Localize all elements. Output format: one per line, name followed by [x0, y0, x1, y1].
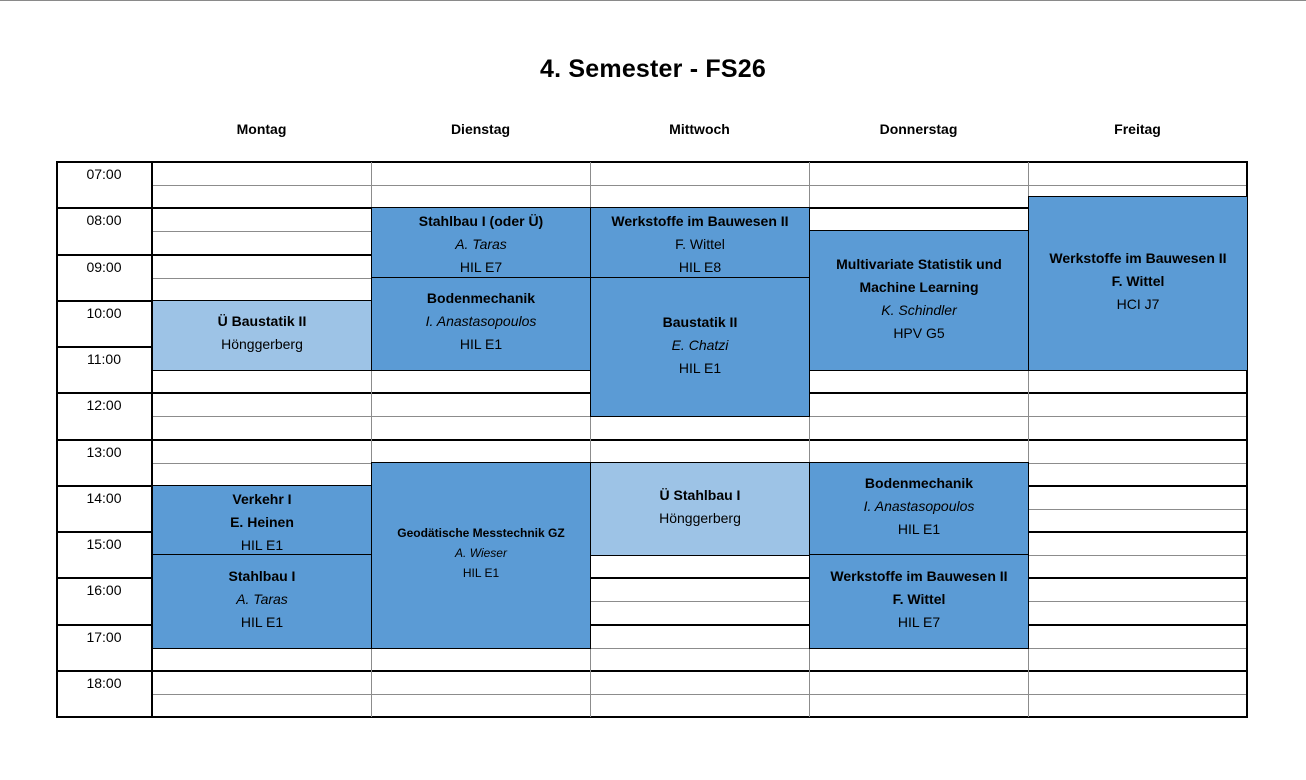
day-header: Dienstag — [450, 121, 511, 137]
time-label: 12:00 — [86, 397, 122, 414]
room: HIL E1 — [240, 536, 284, 553]
lecturer: A. Wieser — [455, 546, 507, 561]
course-block[interactable] — [371, 277, 591, 372]
time-label: 13:00 — [86, 443, 122, 460]
lecturer: I. Anastasopoulos — [425, 313, 537, 330]
course-block[interactable] — [809, 462, 1029, 557]
day-header: Freitag — [1114, 121, 1161, 137]
course-title: Multivariate Statistik und — [836, 255, 1002, 272]
course-title: Werkstoffe im Bauwesen II — [611, 213, 789, 230]
course-block[interactable] — [590, 462, 810, 557]
grid-line — [152, 185, 1247, 186]
course-info: F. Wittel — [675, 236, 725, 253]
course-block[interactable] — [809, 554, 1029, 649]
course-title: Baustatik II — [662, 313, 738, 330]
lecturer: A. Taras — [455, 236, 507, 253]
time-label: 17:00 — [86, 628, 122, 645]
course-title: Bodenmechanik — [864, 475, 974, 492]
time-label: 15:00 — [86, 536, 122, 552]
room: HIL E1 — [240, 613, 284, 630]
course-title: Geodätische Messtechnik GZ — [397, 526, 565, 541]
course-block[interactable] — [590, 207, 810, 278]
course-title: Werkstoffe im Bauwesen II — [1049, 249, 1227, 266]
course-block[interactable] — [152, 554, 372, 649]
course-block[interactable] — [809, 230, 1029, 371]
room: HCI J7 — [1116, 295, 1160, 312]
room: HIL E1 — [459, 336, 503, 353]
course-title: Stahlbau I (oder Ü) — [418, 213, 544, 230]
time-label: 09:00 — [86, 258, 122, 275]
room: HPV G5 — [893, 324, 945, 341]
course-info: E. Heinen — [230, 513, 294, 530]
time-label: 18:00 — [86, 674, 122, 691]
course-block[interactable] — [1028, 196, 1248, 371]
grid-line — [152, 694, 1247, 695]
time-label: 08:00 — [86, 212, 122, 229]
room: HIL E7 — [459, 259, 503, 276]
course-block[interactable] — [371, 207, 591, 278]
room: HIL E8 — [678, 259, 722, 276]
course-title: Bodenmechanik — [426, 290, 536, 307]
room: HIL E1 — [897, 521, 941, 538]
course-info: Machine Learning — [859, 278, 979, 295]
day-header: Donnerstag — [879, 121, 958, 137]
hour-line — [57, 670, 1248, 672]
course-block[interactable] — [152, 485, 372, 556]
room: Hönggerberg — [659, 509, 741, 526]
time-label: 07:00 — [86, 166, 122, 182]
hour-line — [57, 716, 1248, 718]
lecturer: K. Schindler — [881, 301, 957, 318]
course-title: Stahlbau I — [228, 567, 296, 584]
course-title: Ü Baustatik II — [217, 313, 307, 330]
course-title: Ü Stahlbau I — [659, 486, 741, 503]
day-header: Mittwoch — [669, 121, 730, 137]
course-info: F. Wittel — [892, 590, 946, 607]
course-block[interactable] — [152, 300, 372, 371]
time-label: 11:00 — [87, 351, 121, 367]
room: HIL E1 — [462, 566, 500, 581]
course-info: F. Wittel — [1111, 272, 1165, 289]
room: HIL E1 — [678, 359, 722, 376]
day-header: Montag — [236, 121, 287, 137]
lecturer: I. Anastasopoulos — [863, 498, 975, 515]
page-title: 4. Semester - FS26 — [540, 55, 766, 83]
room: Hönggerberg — [221, 336, 303, 353]
time-label: 16:00 — [86, 582, 122, 599]
course-block[interactable] — [371, 462, 591, 649]
lecturer: A. Taras — [236, 590, 288, 607]
hour-line — [57, 161, 1248, 163]
course-title: Werkstoffe im Bauwesen II — [830, 567, 1008, 584]
time-label: 10:00 — [86, 304, 122, 321]
course-block[interactable] — [590, 277, 810, 418]
room: HIL E7 — [897, 613, 941, 630]
hour-line — [57, 439, 1248, 441]
time-label: 14:00 — [86, 489, 122, 506]
lecturer: E. Chatzi — [671, 336, 729, 353]
course-title: Verkehr I — [232, 490, 292, 507]
